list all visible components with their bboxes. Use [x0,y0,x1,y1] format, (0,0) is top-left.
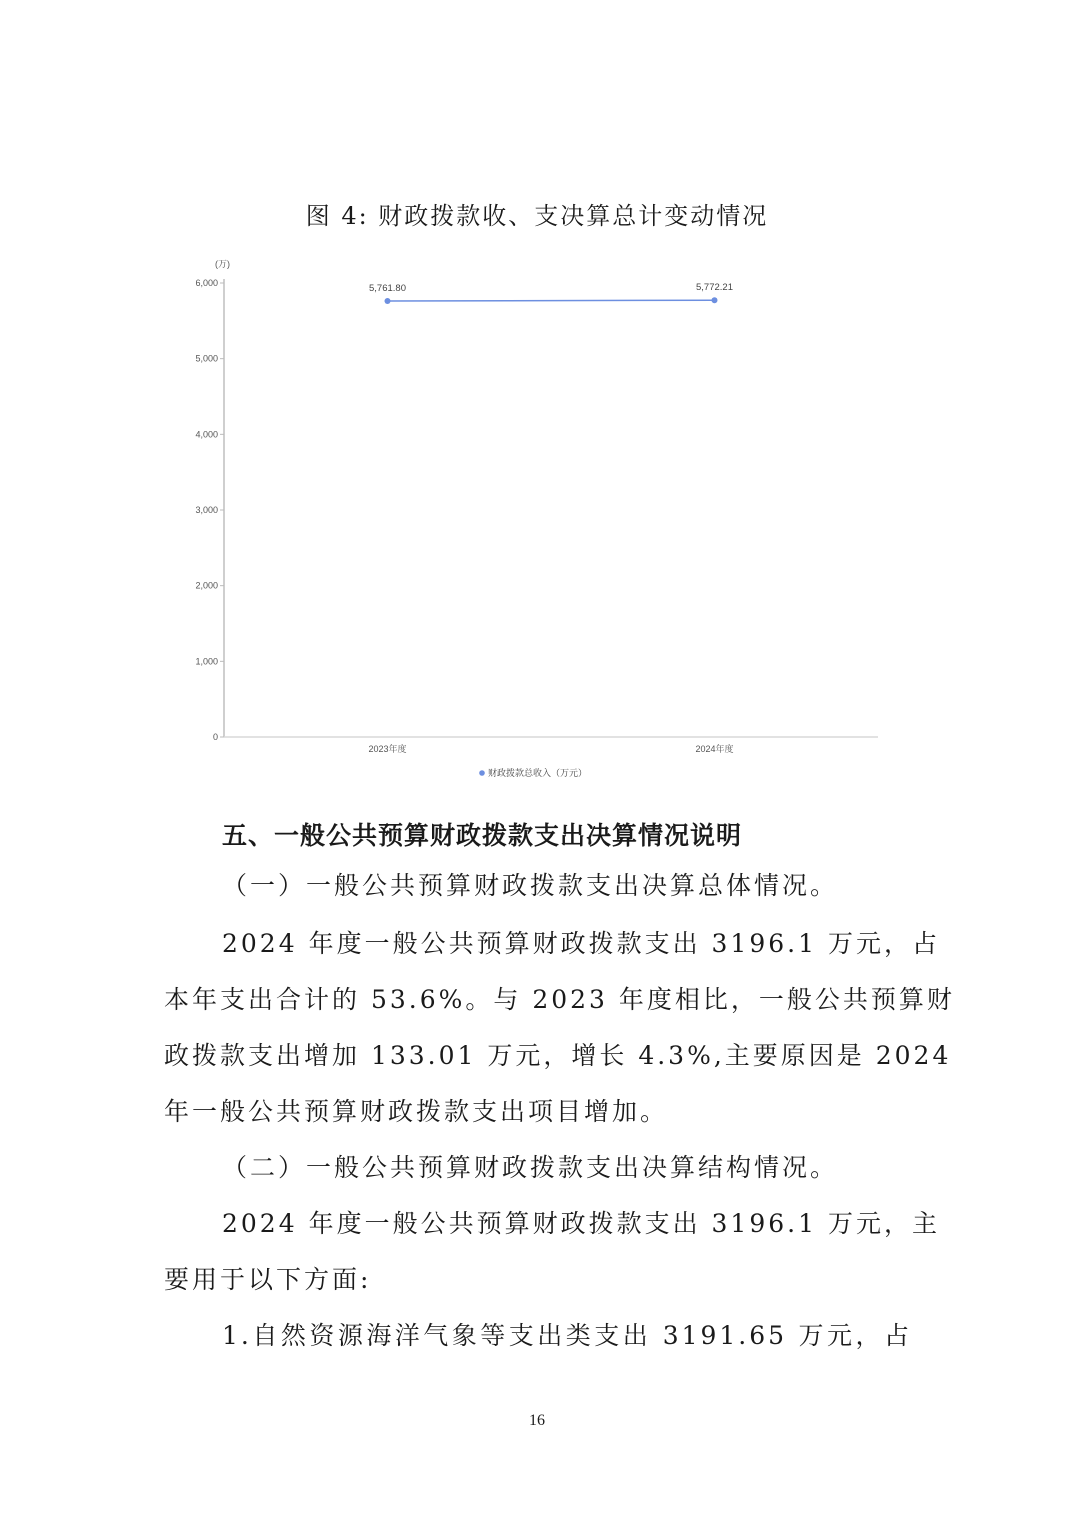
paragraph-1-line-3: 政拨款支出增加 133.01 万元，增长 4.3%,主要原因是 2024 [164,1041,952,1070]
y-tick-label: 4,000 [195,429,218,440]
y-tick-label: 5,000 [195,353,218,364]
legend-marker [479,770,485,776]
x-tick-label: 2023年度 [368,744,407,754]
paragraph-2-line-2: 要用于以下方面: [164,1265,372,1294]
y-tick-label: 0 [212,732,218,742]
section-heading: 五、一般公共预算财政拨款支出决算情况说明 [222,821,743,850]
data-point [385,298,391,304]
data-point [712,297,718,303]
series-line [388,300,715,301]
line-chart [168,250,898,790]
data-label: 5,772.21 [696,282,733,294]
chart-svg [168,250,898,790]
y-tick-label: 2,000 [195,580,218,591]
page-number: 16 [529,1412,545,1429]
y-tick-label: 3,000 [195,505,218,515]
x-tick-label: 2024年度 [695,744,734,754]
paragraph-2-line-1: 2024 年度一般公共预算财政拨款支出 3196.1 万元，主 [222,1209,940,1238]
paragraph-1-line-2: 本年支出合计的 53.6%。与 2023 年度相比，一般公共预算财 [164,985,955,1014]
subsection-heading-1: （一）一般公共预算财政拨款支出决算总体情况。 [222,871,839,900]
list-item-1: 1.自然资源海洋气象等支出类支出 3191.65 万元，占 [222,1321,912,1350]
subsection-heading-2: （二）一般公共预算财政拨款支出决算结构情况。 [222,1153,839,1182]
legend-label: 财政拨款总收入（万元） [488,768,588,778]
y-unit-label: (万) [215,259,230,269]
y-tick-label: 6,000 [195,278,218,288]
data-label: 5,761.80 [369,283,406,295]
figure-title: 图 4: 财政拨款收、支决算总计变动情况 [305,202,769,230]
y-tick-label: 1,000 [195,656,218,667]
paragraph-1-line-1: 2024 年度一般公共预算财政拨款支出 3196.1 万元，占 [222,929,940,958]
paragraph-1-line-4: 年一般公共预算财政拨款支出项目增加。 [164,1097,669,1126]
